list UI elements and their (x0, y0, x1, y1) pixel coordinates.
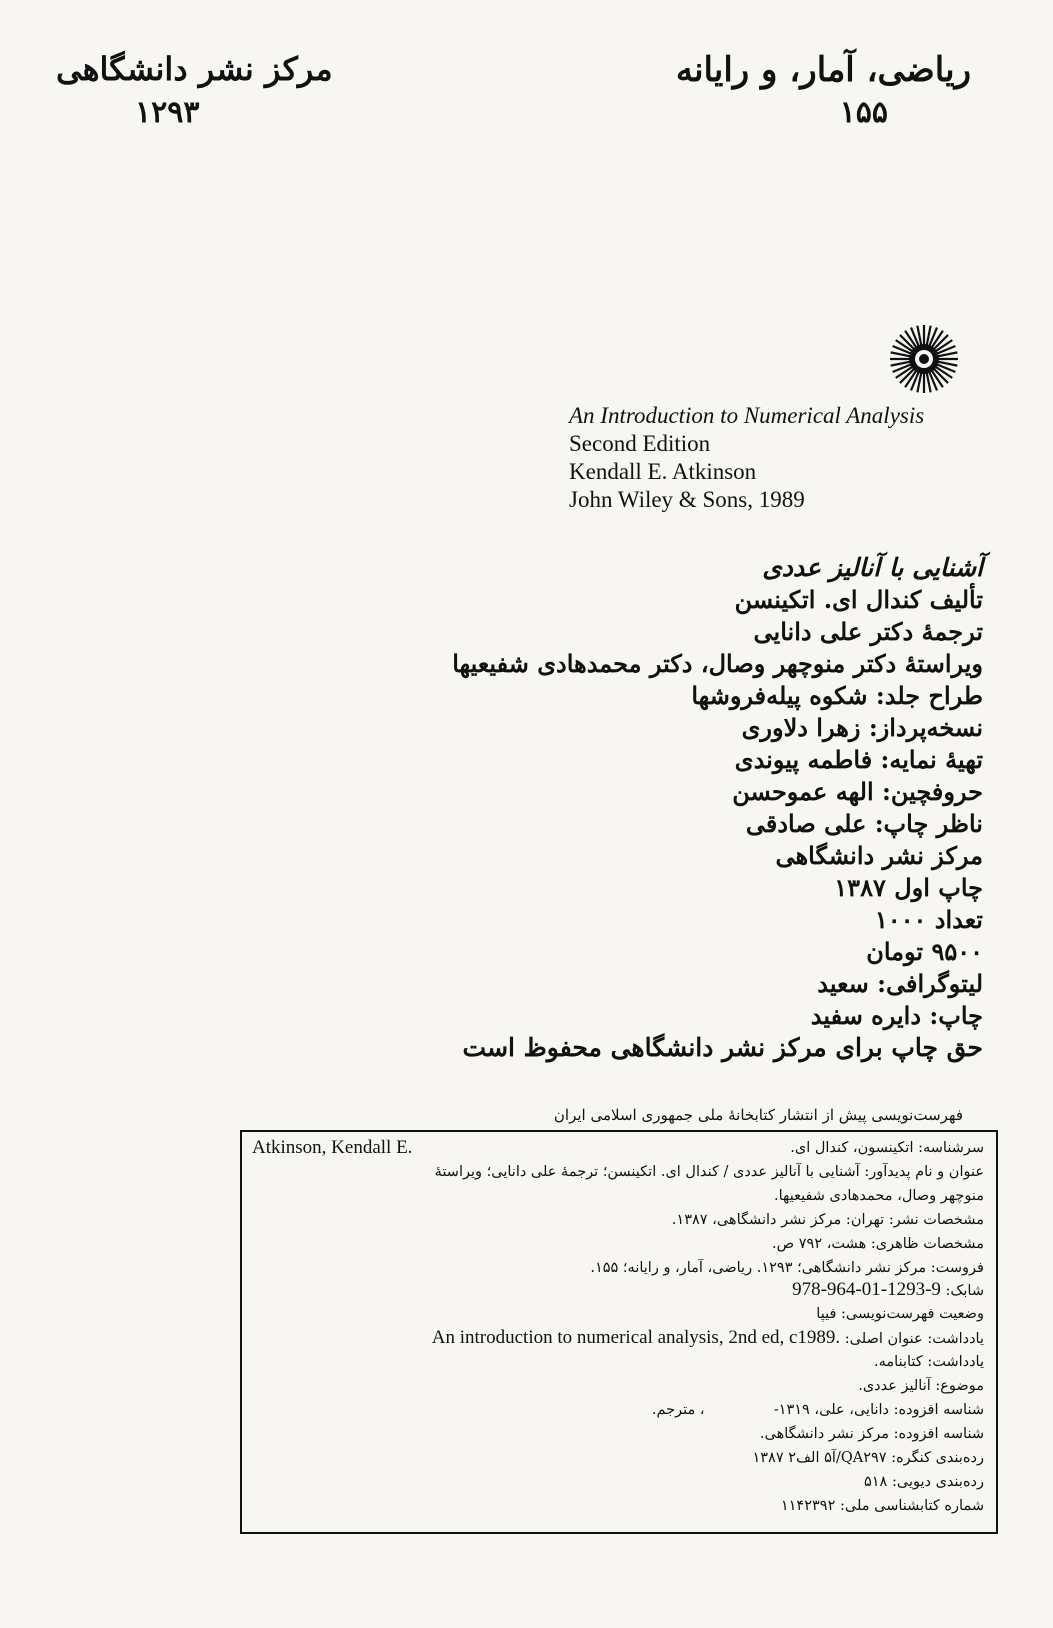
cip-row-dewey (252, 1470, 984, 1494)
cip-main-entry: سرشناسه: اتکینسون، کندال ای. (790, 1140, 984, 1156)
english-title: An Introduction to Numerical Analysis (569, 403, 925, 428)
cip-row-bibliography (252, 1350, 984, 1374)
cip-row-original-title (252, 1326, 984, 1350)
cip-dewey-value: ۵۱۸ (863, 1474, 888, 1490)
credit-line: لیتوگرافی: سعید (817, 969, 983, 998)
cip-row-title (252, 1160, 984, 1184)
credit-line: طراح جلد: شکوه پیله‌فروشها (691, 681, 983, 710)
publisher-number: ۱۲۹۳ (135, 95, 200, 130)
credit-line: حروفچین: الهه عموحسن (732, 777, 983, 806)
english-edition: Second Edition (569, 431, 711, 456)
cip-lc-value: QA۲۹۷/آ۵ الف۲ ۱۳۸۷ (752, 1450, 887, 1466)
publisher-title: مرکز نشر دانشگاهی (56, 50, 333, 88)
cip-dewey-label: رده‌بندی دیویی: (891, 1474, 984, 1490)
credit-line: ناظر چاپ: علی صادقی (745, 809, 983, 838)
cip-row-status (252, 1302, 984, 1326)
credit-line: چاپ اول ۱۳۸۷ (834, 873, 983, 902)
english-author: Kendall E. Atkinson (569, 459, 757, 484)
cip-row-lc (252, 1446, 984, 1470)
cip-row-publication (252, 1208, 984, 1232)
cip-original-title: An introduction to numerical analysis, 2nd ed, c1989. (431, 1327, 841, 1348)
cip-publication: مشخصات نشر: تهران: مرکز نشر دانشگاهی، ۱۳۸۷. (671, 1212, 984, 1228)
cip-series: فروست: مرکز نشر دانشگاهی؛ ۱۲۹۳. ریاضی، آمار، و رایانه؛ ۱۵۵. (590, 1260, 984, 1276)
cip-record-box (240, 1130, 998, 1534)
cip-row-physical (252, 1232, 984, 1256)
credit-line: چاپ: دایره سفید (810, 1001, 983, 1030)
cip-author-en: Atkinson, Kendall E. (252, 1137, 413, 1158)
cip-note-bibliography: یادداشت: کتابنامه. (874, 1354, 984, 1370)
credit-line: ترجمهٔ دکتر علی دانایی (753, 617, 983, 646)
cip-heading: فهرست‌نویسی پیش از انتشار کتابخانهٔ ملی جمهوری اسلامی ایران (553, 1106, 963, 1124)
credit-line: تألیف کندال ای. اتکینسن (734, 585, 983, 614)
series-number: ۱۵۵ (839, 95, 888, 130)
cip-isbn: 978-964-01-1293-9 (792, 1279, 941, 1300)
credit-line: تهیهٔ نمایه: فاطمه پیوندی (734, 745, 983, 774)
persian-title: آشنایی با آنالیز عددی (762, 553, 983, 582)
cip-isbn-label: شابک: (945, 1283, 984, 1299)
cip-row-national (252, 1494, 984, 1518)
cip-national-label: شماره کتابشناسی ملی: (839, 1498, 984, 1514)
cip-row-added-entry-1 (252, 1398, 984, 1422)
credit-line: مرکز نشر دانشگاهی (775, 841, 983, 870)
cip-added-entry-1: شناسه افزوده: دانایی، علی، ۱۳۱۹- (773, 1402, 984, 1418)
english-publisher: John Wiley & Sons, 1989 (569, 487, 805, 512)
credit-line: تعداد ۱۰۰۰ (874, 905, 983, 934)
cip-physical: مشخصات ظاهری: هشت، ۷۹۲ ص. (772, 1236, 984, 1252)
cip-row-added-entry-2 (252, 1422, 984, 1446)
cip-note-label: یادداشت: عنوان اصلی: (844, 1331, 984, 1347)
credit-line: ویراستهٔ دکتر منوچهر وصال، دکتر محمدهادی شفیعیها (452, 649, 983, 678)
cip-added-entry-1-role: ، مترجم. (651, 1402, 705, 1418)
credit-line: نسخه‌پرداز: زهرا دلاوری (741, 713, 983, 742)
cip-row-isbn (252, 1278, 984, 1302)
sunburst-logo-icon (888, 323, 960, 395)
series-title: ریاضی، آمار، و رایانه (675, 50, 971, 90)
credit-line: ۹۵۰۰ تومان (866, 937, 983, 966)
cip-row-series (252, 1256, 984, 1280)
cip-row-subject (252, 1374, 984, 1398)
cip-lc-label: رده‌بندی کنگره: (891, 1450, 984, 1466)
cip-subject: موضوع: آنالیز عددی. (858, 1378, 984, 1394)
persian-credits (423, 552, 983, 1064)
cip-title-statement: عنوان و نام پدیدآور: آشنایی با آنالیز عددی / کندال ای. اتکینسن؛ ترجمهٔ علی دانایی؛ ویراستهٔ (434, 1164, 984, 1180)
cip-national-value: ۱۱۴۲۳۹۲ (780, 1498, 836, 1514)
copyright-notice: حق چاپ برای مرکز نشر دانشگاهی محفوظ است (462, 1033, 983, 1062)
cip-row-title-cont (252, 1184, 984, 1208)
cip-added-entry-2: شناسه افزوده: مرکز نشر دانشگاهی. (759, 1426, 984, 1442)
cip-title-statement-cont: منوچهر وصال، محمدهادی شفیعیها. (774, 1188, 984, 1204)
cip-row-main-entry (252, 1136, 984, 1160)
cip-status: وضعیت فهرست‌نویسی: فیپا (816, 1306, 984, 1322)
english-book-info (569, 402, 924, 514)
